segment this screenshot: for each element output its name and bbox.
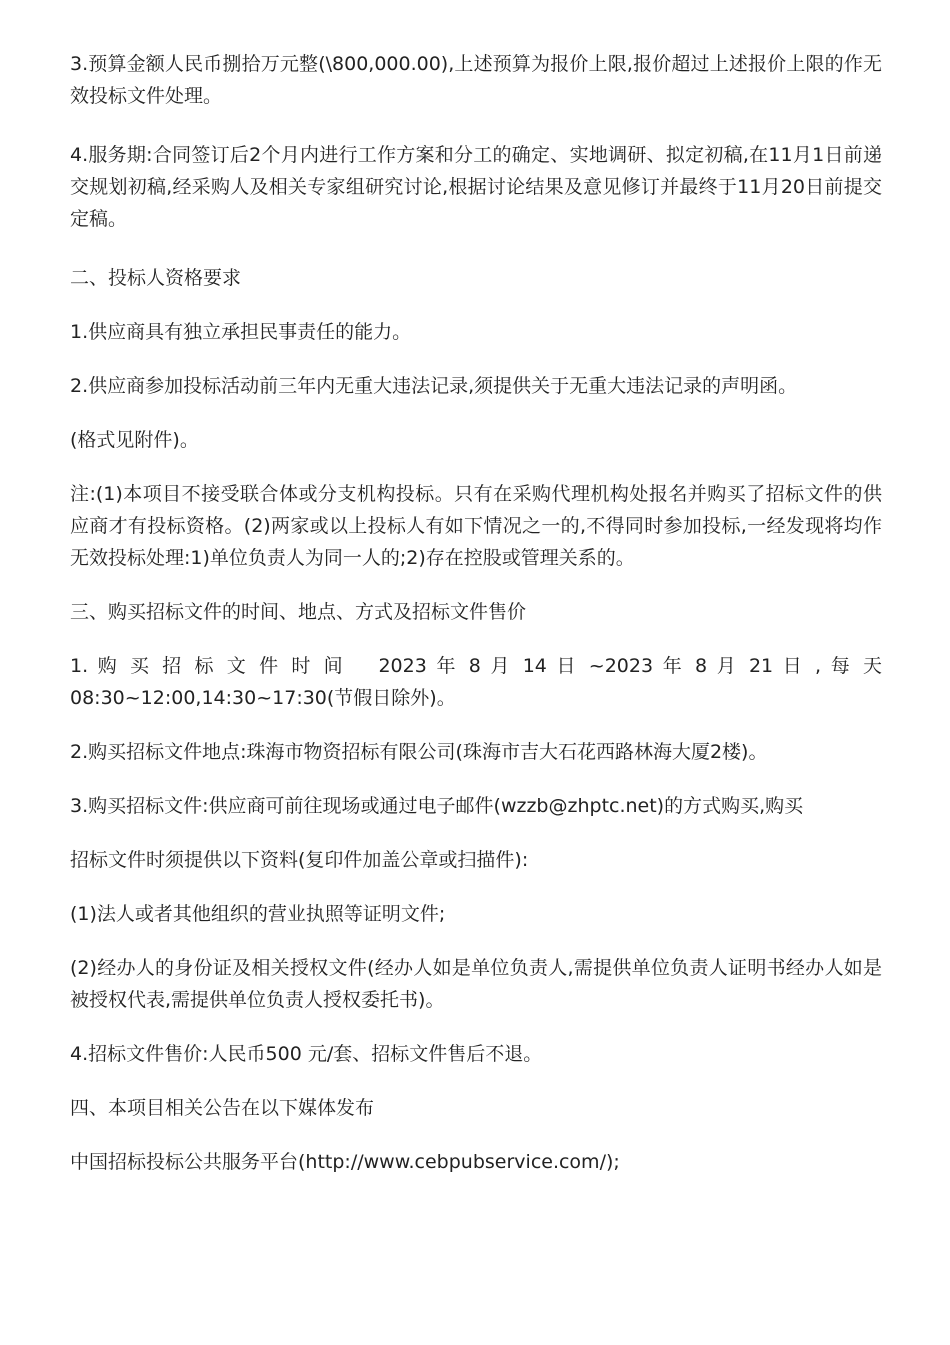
budget-paragraph: 3.预算金额人民币捌拾万元整(\800,000.00),上述预算为报价上限,报价超过上述报价上限的作无效投标文件处理。 [70,53,882,107]
purchase-location-paragraph: 2.购买招标文件地点:珠海市物资招标有限公司(珠海市吉大石花西路林海大厦2楼)。 [70,741,768,763]
purchase-time-paragraph [70,650,882,714]
media-platform-item: 中国招标投标公共服务平台(http://www.cebpubservice.com/); [70,1151,620,1173]
section-heading-qualifications: 二、投标人资格要求 [70,267,242,289]
format-note: (格式见附件)。 [70,429,199,451]
qualification-item-2: 2.供应商参加投标活动前三年内无重大违法记录,须提供关于无重大违法记录的声明函。 [70,375,798,397]
required-materials-intro: 招标文件时须提供以下资料(复印件加盖公章或扫描件): [70,849,529,871]
service-period-paragraph: 4.服务期:合同签订后2个月内进行工作方案和分工的确定、实地调研、拟定初稿,在11月1日前递交规划初稿,经采购人及相关专家组研究讨论,根据讨论结果及意见修订并最终于11月20日前提交定稿。 [70,144,882,230]
section-heading-media: 四、本项目相关公告在以下媒体发布 [70,1097,375,1119]
purchase-time-line-1: 1. 购 买 招 标 文 件 时 间 2023 年 8 月 14 日 ~2023 年 8 月 21 日 , 每 天 [70,655,882,677]
required-material-1: (1)法人或者其他组织的营业执照等证明文件; [70,903,446,925]
document-price-paragraph: 4.招标文件售价:人民币500 元/套、招标文件售后不退。 [70,1043,543,1065]
document-page [70,48,882,1178]
bidding-note-paragraph: 注:(1)本项目不接受联合体或分支机构投标。只有在采购代理机构处报名并购买了招标文件的供应商才有投标资格。(2)两家或以上投标人有如下情况之一的,不得同时参加投标,一经发现将均作无效投标处理:1)单位负责人为同一人的;2)存在控股或管理关系的。 [70,483,882,569]
purchase-time-line-2: 08:30~12:00,14:30~17:30(节假日除外)。 [70,687,456,709]
section-heading-purchase: 三、购买招标文件的时间、地点、方式及招标文件售价 [70,601,527,623]
purchase-method-paragraph: 3.购买招标文件:供应商可前往现场或通过电子邮件(wzzb@zhptc.net)的方式购买,购买 [70,795,804,817]
required-material-2: (2)经办人的身份证及相关授权文件(经办人如是单位负责人,需提供单位负责人证明书经办人如是被授权代表,需提供单位负责人授权委托书)。 [70,957,882,1011]
qualification-item-1: 1.供应商具有独立承担民事责任的能力。 [70,321,412,343]
